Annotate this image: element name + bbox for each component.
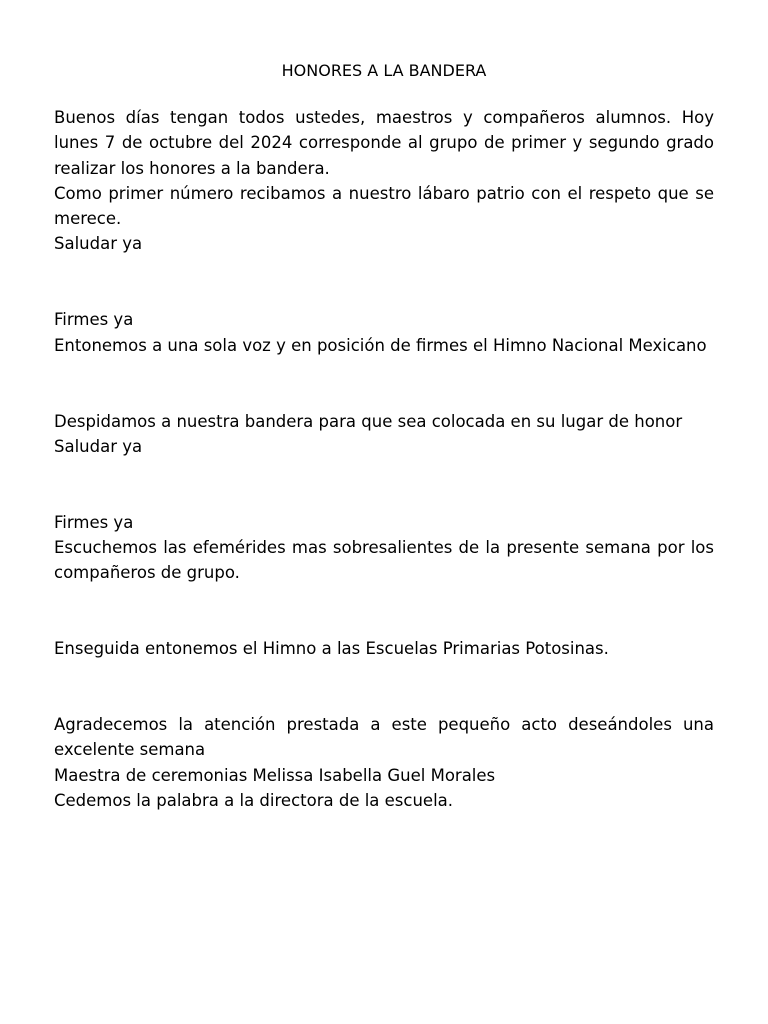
command-attention-2: Firmes ya [54,512,134,532]
blank-line [54,383,714,408]
document-body [54,105,714,813]
paragraph-school-anthem: Enseguida entonemos el Himno a las Escuelas Primarias Potosinas. [54,639,609,659]
command-salute: Saludar ya [54,234,143,254]
blank-line [54,459,714,484]
paragraph-greeting: Buenos días tengan todos ustedes, maestros y compañeros alumnos. Hoy lunes 7 de octubre del 2024 corresponde al grupo de primer y segundo grado realizar los honores a la bandera. [54,108,714,178]
paragraph-master-of-ceremonies: Maestra de ceremonias Melissa Isabella Guel Morales [54,765,496,785]
paragraph-closing: Cedemos la palabra a la directora de la escuela. [54,791,454,811]
document-title: HONORES A LA BANDERA [281,61,487,80]
blank-line [54,687,714,712]
paragraph-thanks: Agradecemos la atención prestada a este pequeño acto deseándoles una excelente semana [54,715,714,760]
blank-line [54,611,714,636]
blank-line [54,282,714,307]
paragraph-flag-farewell: Despidamos a nuestra bandera para que sea colocada en su lugar de honor [54,411,683,431]
command-salute-2: Saludar ya [54,436,143,456]
blank-line [54,484,714,509]
paragraph-ephemeris: Escuchemos las efemérides mas sobresalientes de la presente semana por los compañeros de grupo. [54,538,714,583]
paragraph-national-anthem: Entonemos a una sola voz y en posición de firmes el Himno Nacional Mexicano [54,335,707,355]
blank-line [54,662,714,687]
command-attention: Firmes ya [54,310,134,330]
blank-line [54,257,714,282]
blank-line [54,358,714,383]
paragraph-flag-reception: Como primer número recibamos a nuestro lábaro patrio con el respeto que se merece. [54,183,714,229]
blank-line [54,586,714,611]
